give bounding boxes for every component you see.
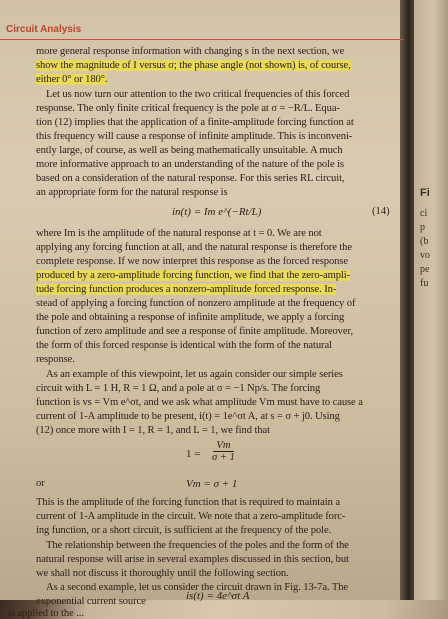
text-line: where Im is the amplitude of the natural response at t = 0. We are not (36, 228, 322, 239)
text-line: an appropriate form for the natural response is (36, 187, 228, 198)
text-line: the pole and obtaining a response of infinite amplitude, we apply a forcing (36, 312, 345, 323)
equation-lhs: 1 = (186, 448, 201, 460)
text-line: tion (12) implies that the application of a finite-amplitude forcing function at (36, 117, 354, 128)
text-line: function of zero amplitude and see a response of finite amplitude. Moreover, (36, 326, 354, 337)
text-line: this frequency will cause a response of infinite amplitude. This is inconveni- (36, 131, 353, 142)
fraction-denominator: σ + 1 (212, 452, 235, 463)
facing-page-fragment: p (420, 222, 425, 233)
text-line: (12) once more with I = 1, R = 1, and L = 1, we find that (36, 425, 270, 436)
text-line: Let us now turn our attention to the two critical frequencies of this forced (46, 89, 350, 100)
text-line: complete response. If we now interpret this response as the forced response (36, 256, 348, 267)
equation-source: is(t) = 4e^σt A (186, 590, 250, 602)
text-line: exponential current source (36, 596, 146, 607)
equation-fraction (212, 440, 235, 463)
equation-natural-response: in(t) = Im e^(−Rt/L) (172, 206, 262, 218)
book-spine (400, 0, 414, 600)
text-line: or (36, 478, 45, 489)
text-line: response. (36, 354, 75, 365)
text-line: function is vs = Vm e^σt, and we ask what amplitude Vm must have to cause a (36, 397, 363, 408)
text-line: is applied to the ... (8, 608, 84, 619)
text-line: current of 1-A amplitude to be present, i(t) = 1e^σt A, at s = σ + j0. Using (36, 411, 340, 422)
equation-vm-result: Vm = σ + 1 (186, 478, 238, 490)
highlighted-line: show the magnitude of I versus σ; the phase angle (not shown) is, of course, (36, 60, 351, 71)
text-line: the form of this forced response is identical with the form of the natural (36, 340, 332, 351)
text-line: more general response information with changing s in the next section, we (36, 46, 345, 57)
text-line: The relationship between the frequencies of the poles and the form of the (46, 540, 349, 551)
running-header: Circuit Analysis (6, 24, 82, 35)
facing-page-fragment: pe (420, 264, 430, 275)
text-line: natural response will arise in several examples discussed in this section, but (36, 554, 349, 565)
text-line: stead of applying a forcing function of nonzero amplitude at the frequency of (36, 298, 356, 309)
facing-page-fragment: ci (420, 208, 428, 219)
highlighted-line: either 0° or 180°. (36, 74, 108, 85)
text-line: As a second example, let us consider the circuit drawn in Fig. 13-7a. The (46, 582, 348, 593)
text-line: This is the amplitude of the forcing function that is required to maintain a (36, 497, 340, 508)
text-line: ently large, of course, as well as being mathematically unsuitable. A much (36, 145, 343, 156)
text-line: As an example of this viewpoint, let us again consider our simple series (46, 369, 343, 380)
text-line: circuit with L = 1 H, R = 1 Ω, and a pole at σ = −1 Np/s. The forcing (36, 383, 321, 394)
text-line: we shall not discuss it thoroughly until the following section. (36, 568, 289, 579)
fraction-numerator: Vm (213, 440, 233, 452)
facing-page-fragment: fu (420, 278, 429, 289)
highlighted-line: tude forcing function produces a nonzero-amplitude forced response. In- (36, 284, 337, 295)
text-line: applying any forcing function at all, and the natural response is therefore the (36, 242, 352, 253)
facing-page-fragment: Fi (420, 187, 430, 199)
facing-page-edge (414, 0, 448, 600)
text-line: current of 1-A amplitude in the circuit. We note that a zero-amplitude forc- (36, 511, 346, 522)
equation-number: (14) (372, 206, 390, 217)
text-line: more informative approach to an understanding of the nature of the pole is (36, 159, 344, 170)
text-line: response. The only finite critical frequency is the pole at σ = −R/L. Equa- (36, 103, 340, 114)
facing-page-fragment: vo (420, 250, 430, 261)
text-line: ing function, or a short circuit, is sufficient at the frequency of the pole. (36, 525, 332, 536)
facing-page-fragment: (b (420, 236, 429, 247)
text-line: based on a consideration of the natural response. For this series RL circuit, (36, 173, 345, 184)
highlighted-line: produced by a zero-amplitude forcing function, we find that the zero-ampli- (36, 270, 351, 281)
